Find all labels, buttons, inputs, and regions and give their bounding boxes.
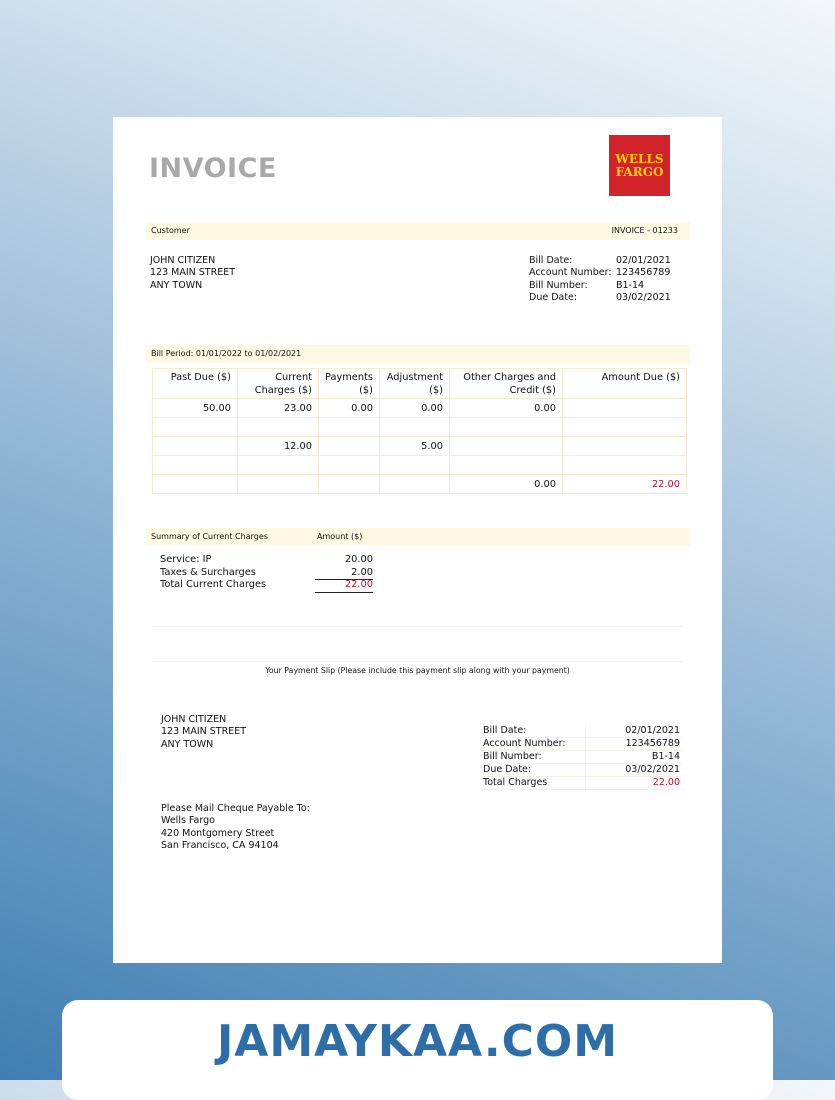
divider xyxy=(153,626,683,627)
table-row xyxy=(153,437,687,456)
watermark-banner xyxy=(62,1000,773,1100)
header-payments: Payments ($) xyxy=(319,369,380,399)
table-row xyxy=(153,399,687,418)
slip-row xyxy=(481,738,682,751)
customer-street: 123 MAIN STREET xyxy=(150,267,236,279)
slip-label: Account Number: xyxy=(481,738,586,751)
table-cell xyxy=(153,475,238,494)
table-cell xyxy=(563,437,687,456)
total-current-charges-label: Total Current Charges xyxy=(160,579,267,590)
table-cell xyxy=(319,418,380,437)
customer-band xyxy=(146,222,690,240)
bill-period-band xyxy=(146,345,690,363)
table-cell xyxy=(238,418,319,437)
slip-label: Total Charges xyxy=(481,777,586,790)
bill-date-label: Bill Date: xyxy=(529,255,573,266)
header-past-due: Past Due ($) xyxy=(153,369,238,399)
summary-row-service xyxy=(160,554,373,567)
table-cell xyxy=(563,456,687,475)
summary-band-label: Summary of Current Charges xyxy=(151,532,268,541)
bill-date-row xyxy=(529,255,671,267)
mail-to-address xyxy=(161,803,310,852)
bill-date-value: 02/01/2021 xyxy=(616,255,671,266)
table-cell xyxy=(319,475,380,494)
header-other-charges: Other Charges and Credit ($) xyxy=(450,369,563,399)
table-cell: 0.00 xyxy=(380,399,450,418)
taxes-value: 2.00 xyxy=(315,567,373,581)
slip-value: 03/02/2021 xyxy=(586,764,683,777)
table-row xyxy=(153,475,687,494)
slip-row xyxy=(481,764,682,777)
table-cell xyxy=(153,456,238,475)
logo-line-2: FARGO xyxy=(615,164,664,179)
account-number-label: Account Number: xyxy=(529,267,612,279)
table-cell xyxy=(319,437,380,456)
charges-table xyxy=(152,368,687,494)
table-cell xyxy=(563,399,687,418)
table-cell: 0.00 xyxy=(319,399,380,418)
bill-number-row xyxy=(529,280,671,292)
payment-slip-caption: Your Payment Slip (Please include this payment slip along with your payment) xyxy=(265,666,570,675)
slip-label: Due Date: xyxy=(481,764,586,777)
due-date-value: 03/02/2021 xyxy=(616,291,671,303)
slip-value: 02/01/2021 xyxy=(586,725,683,738)
table-cell: 50.00 xyxy=(153,399,238,418)
slip-customer-street: 123 MAIN STREET xyxy=(161,726,247,738)
bill-number-label: Bill Number: xyxy=(529,279,588,291)
invoice-page xyxy=(113,117,722,963)
table-cell xyxy=(450,456,563,475)
summary-row-taxes xyxy=(160,566,373,580)
logo-line-1: WELLS xyxy=(615,151,664,166)
summary-row-total xyxy=(160,579,373,592)
table-cell: 0.00 xyxy=(450,475,563,494)
table-cell: 0.00 xyxy=(450,399,563,418)
slip-label: Bill Date: xyxy=(481,725,586,738)
mail-to-heading: Please Mail Cheque Payable To: xyxy=(161,803,310,814)
due-date-label: Due Date: xyxy=(529,291,578,303)
total-current-charges-value: 22.00 xyxy=(315,579,373,593)
slip-row xyxy=(481,725,682,738)
table-row xyxy=(153,456,687,475)
bill-period: Bill Period: 01/01/2022 to 01/02/2021 xyxy=(151,349,302,358)
service-value: 20.00 xyxy=(344,554,373,565)
summary-band xyxy=(146,528,690,546)
divider xyxy=(153,661,683,662)
summary-items xyxy=(160,554,373,592)
table-cell xyxy=(450,418,563,437)
slip-info-table xyxy=(481,725,682,790)
watermark-text: JAMAYKAA.COM xyxy=(216,1016,619,1067)
slip-customer-name: JOHN CITIZEN xyxy=(161,714,227,725)
mail-to-street: 420 Montgomery Street xyxy=(161,827,275,839)
table-cell xyxy=(238,456,319,475)
header-adjustment: Adjustment ($) xyxy=(380,369,450,399)
table-cell: 12.00 xyxy=(238,437,319,456)
slip-customer-town: ANY TOWN xyxy=(161,738,214,750)
table-cell xyxy=(380,456,450,475)
table-cell: 5.00 xyxy=(380,437,450,456)
table-cell xyxy=(380,418,450,437)
slip-value: 123456789 xyxy=(586,738,683,751)
due-date-row xyxy=(529,292,671,304)
service-label: Service: IP xyxy=(160,554,212,565)
customer-town: ANY TOWN xyxy=(150,279,203,291)
table-cell: 23.00 xyxy=(238,399,319,418)
slip-row xyxy=(481,751,682,764)
customer-band-label: Customer xyxy=(151,226,190,235)
mail-to-city: San Francisco, CA 94104 xyxy=(161,839,279,851)
customer-address xyxy=(150,255,235,292)
table-row xyxy=(153,418,687,437)
table-cell xyxy=(563,418,687,437)
account-number-value: 123456789 xyxy=(616,267,671,279)
summary-amount-header: Amount ($) xyxy=(317,532,363,541)
table-cell xyxy=(153,437,238,456)
table-cell xyxy=(319,456,380,475)
slip-total-charges: 22.00 xyxy=(586,777,683,790)
invoice-number: INVOICE - 01233 xyxy=(611,226,678,235)
table-cell xyxy=(238,475,319,494)
slip-value: B1-14 xyxy=(586,751,683,764)
slip-label: Bill Number: xyxy=(481,751,586,764)
table-cell xyxy=(153,418,238,437)
slip-row xyxy=(481,777,682,790)
table-cell xyxy=(450,437,563,456)
header-current-charges: Current Charges ($) xyxy=(238,369,319,399)
amount-due-total: 22.00 xyxy=(563,475,687,494)
customer-name: JOHN CITIZEN xyxy=(150,255,216,266)
wells-fargo-logo xyxy=(609,135,670,196)
bill-number-value: B1-14 xyxy=(616,279,645,291)
mail-to-name: Wells Fargo xyxy=(161,815,215,827)
header-amount-due: Amount Due ($) xyxy=(563,369,687,399)
bill-info xyxy=(529,255,671,304)
charges-header-row xyxy=(153,369,687,399)
slip-customer-address xyxy=(161,714,246,751)
table-cell xyxy=(380,475,450,494)
invoice-title: INVOICE xyxy=(149,153,277,184)
account-number-row xyxy=(529,267,671,279)
taxes-label: Taxes & Surcharges xyxy=(160,566,256,578)
